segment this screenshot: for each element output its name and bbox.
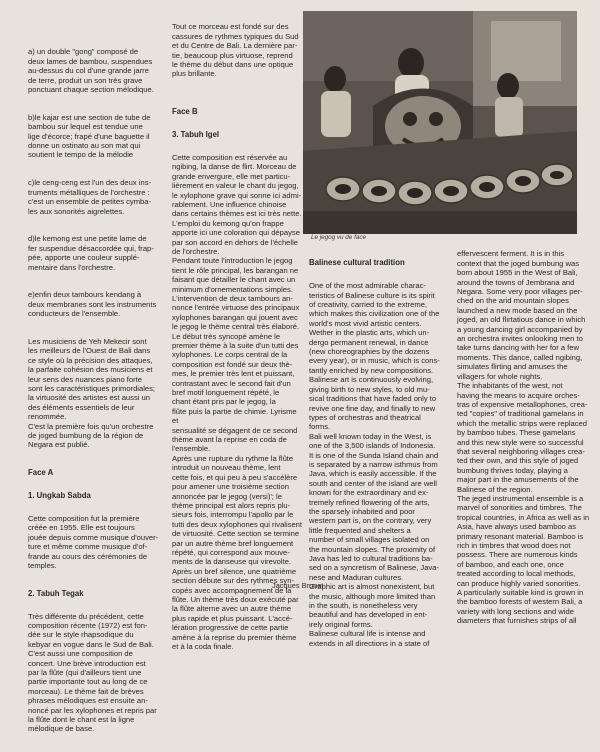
- paragraph-gong: a) un double "gong" composé de deux lames de bambou, suspendues au-dessus du col d'une grande jarre de terre, produit un son très grave ponctuant chaque section mélodique.: [28, 47, 154, 95]
- english-paragraph-2: effervescent ferment. It is in this context that the joged bumbung was born about 1955 in the West of Bali, around the towns of Jembrana and Negara. Some very poor villages per- ched on the arid mountain slopes launched a new mode based on the joged, an old flirtatious dance in which a young dancing girl accompanied by an orchestra invites onlooking men to take turns dancing with her for a few moments. This dance, called ngibing, simulates flirting and amuses the villagers for whole nights. The inhabitants of the west, not having the means to acquire orches- tras of expensive metallophones, crea- ted "copies" of traditional gamelans in which the metallic strips were replaced by bamboo tubes. These gamelans and this new style were so successful that several neighboring villages crea- ted their own, and this style of joged bumbung thrives today, playing a major part in the amusements of the Balinese of the region. The jeged instrumental ensemble is a marvel of sonorities and timbres. The tropical countries, in Africa as well as in Asia, have always used bamboo as primary resonant material. Bamboo is rich in timbres that wood does not possess. There are numerous kinds of bamboo, and each one, once treated according to local methods, can produce highly varied sonorities. A particularly suitable kind is grown in the bamboo forests of western Bali, a variety with long sections and wide diameters that furnishes strips of all: [457, 249, 590, 626]
- jegog-photo-illustration: [303, 11, 577, 234]
- face-b-heading: Face B: [172, 107, 198, 117]
- column-english-1: [309, 249, 449, 666]
- face-a-heading: Face A: [28, 468, 54, 478]
- paragraph-ceng-ceng: c)le ceng-ceng est l'un des deux ins- truments métalliques de l'orchestre : c'est un ensemble de petites cymba- les aux sonorités aigrelettes.: [28, 178, 152, 216]
- english-paragraph-1: One of the most admirable charac- teristics of Balinese culture is its spirit of creativity, carried to the extreme, which makes this civilization one of the world's most vivid artistic centers. Wether in the plastic arts, which un- dergo permanent renewal, in dance (new choreographies by the dozens every year), or in music, which is cons- tantly enriched by new compositions. Balinese art is continuously evolving, giving birth to new styles, to old mu- sical traditions that have faded only to revive one fine day, and finally to new types of orchestras and theatrical forms. Bali well known today in the West, is one of the 3,500 islands of Indonesia. It is one of the Sunda Island chain and is separated by a narrow isthmus from Java, which is easily accessible. If the south and center of the island are well known for the extraordinary and ex- tremely refined flowering of the arts, the sparsely inhabited and poor western part is, on the contrary, very little frequented and shelters a number of small villages isolated on the mountain slopes. The proximity of Java has led to cultural traditions ba- sed on a syncretism of Balinese, Java- nese and Maduran cultures. Graphic art is almost nonexistent, but the music, although more limited than in the south, is nonetheless very beautiful and has developed in ent- irely original forms. Balinese cultural life is intense and extends in all directions in a state of: [309, 281, 440, 648]
- english-heading: Balinese cultural tradition: [309, 258, 405, 268]
- jegog-photo: [303, 11, 577, 234]
- paragraph-kajar: b)le kajar est une section de tube de bambou sur lequel est tendue une lige d'écorce; frapé d'une baguette il donne un ostinato au son mat qui soutient le tempo de la mélodie: [28, 112, 151, 160]
- column-french-1: [28, 38, 164, 752]
- track-2-heading: 2. Tabuh Tegak: [28, 588, 84, 598]
- photo-caption: Le jegog vu de face: [311, 234, 366, 241]
- paragraph-musicians: Les musiciens de Yeh Mekecir sont les meilleurs de l'Ouest de Bali dans ce style où la précision des attaques, la parfaite cohésion des musiciens et leur sens des nuances piano forte sont les caractéristiques primordiales; la virtuosité des artistes est aussi un des éléments essentiels de leur renommée. C'est la première fois qu'un orchestre de joged bumbung de la région de Negara est publié.: [28, 336, 156, 450]
- column-french-2: [172, 13, 302, 670]
- track-2-continued: Tout ce morceau est fondé sur des cassures de rythmes typiques du Sud et du Centre de Bali. La dernière par- tie, beaucoup plus virtuose, reprend le thème du début dans une optique plus brillante.: [172, 22, 299, 79]
- track-1-description: Cette composition fut la première créée en 1955. Elle est toujours jouée depuis comme musique d'ouver- ture et même comme musique d'of- frande au cours des cérémonies de temples.: [28, 513, 159, 570]
- track-2-description: Très différente du précédent, cette composition récente (1972) est fon- dée sur le style rhapsodique du kebyar en vogue dans le Sud de Bali. C'est aussi une composition de concert. Une brève introduction est par la flûte (qui d'ailleurs tient une partie importante tout au long de ce morceau). Le thème fait de brèves phrases mélodiques est ensuite an- noncé par les xylophones et repris par la flûte dont le chant est la ligne mélodique de base.: [28, 611, 157, 734]
- track-3-heading: 3. Tabuh Igel: [172, 130, 220, 140]
- paragraph-kendang: e)enfin deux tambours kendang à deux membranes sont les instruments conducteurs de l'ensemble.: [28, 290, 157, 319]
- paragraph-kemong: d)le kemong est une petite lame de fer suspendue désaccordée qui, frap- pée, apporte une couleur supplé- mentaire dans l'orchestre.: [28, 234, 154, 272]
- author-signature: Jacques Brunet: [272, 581, 324, 590]
- track-1-heading: 1. Ungkab Sabda: [28, 491, 91, 501]
- track-3-description: Cette composition est réservée au ngibing, la danse de flirt. Morceau de grande envergure, elle met particu- lièrement en valeur le chant du jegog, le xylophone grave qui sonne ici admi- rablement. Une influence chinoise dans certains thèmes est ici très nette. L'emploi du kemong qu'on frappe apporte ici une coloration qui dépayse par son accord en dehors de l'échelle de l'orchestre. Pendant toute l'introduction le jegog tient le rôle principal, les barangan ne faisant que détailler le chant avec un minimum d'ornementations simples. L'intervention de deux tambours an- nonce l'entrée virtuose des principaux xylophones barangan qui jouent avec le jegog le thème central très élaboré. Le début très syncopé amène le premier thème à la suite d'un tutti des xylophones. Le corps central de la composition est fondé sur deux thè- mes, le premier très lent et puissant, contrastant avec le second fait d'un bref motif longuement répété, le chant étant pris par le jegog, la flûte puis la partie de chimie. Lyrisme et sensualité se dégagent de ce second thème avant la reprise en coda de l'ensemble. Après une rupture du rythme la flûte introduit un nouveau thème, lent cette fois, et qui peu à peu s'accélère pour amener une troisième section annoncée par le jegog (versi)'; le thème principal est alors repris plu- sieurs fois, interrompu l'apollo par le tutti des deux xylophones qui rivalisent de virtuosité. Cette section se termine par un autre thème bref longuement répété, qui correspond aux mouve- ments de la danseuse qui virevolte. Après un bref silence, une quatrième section débute sur des rythmes syn- copés avec accompagnement de la flûte. Un thème très doux exécuté par la flûte alterne avec un autre thème plus rapide et plus puissant. L'accé- lération progressive de cette partie amène à la reprise du premier thème et à la coda finale.: [172, 152, 303, 651]
- column-english-2: [457, 240, 597, 644]
